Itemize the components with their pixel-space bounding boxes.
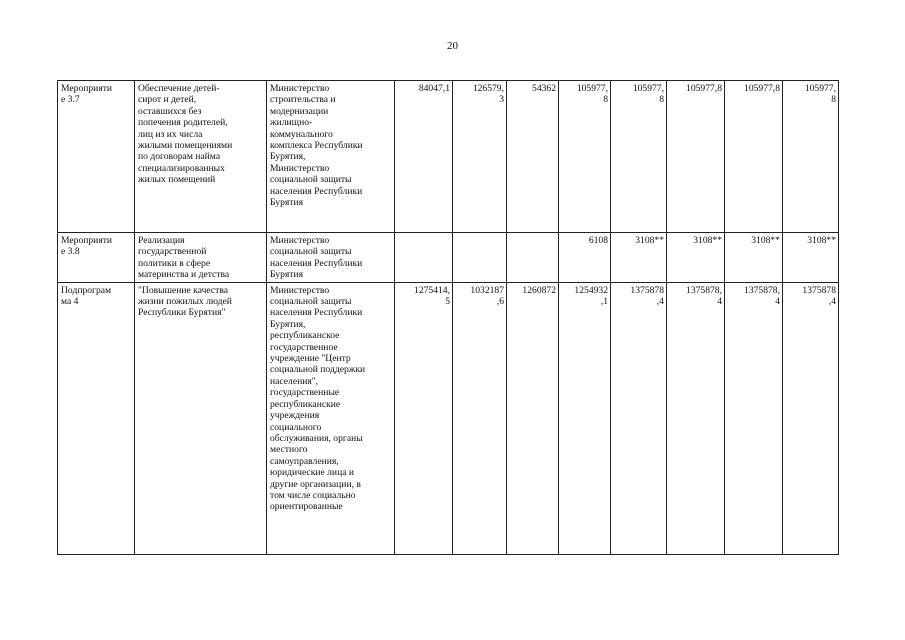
value-cell: 6108	[559, 233, 611, 283]
value-cell: 1375878 ,4	[611, 282, 667, 554]
row-executor-cell: Министерство социальной защиты населения Республики Бурятия	[267, 233, 395, 283]
value-cell: 126579, 3	[453, 81, 507, 233]
page-number: 20	[447, 40, 458, 52]
value-cell	[395, 233, 453, 283]
value-cell: 105977,8	[725, 81, 783, 233]
value-cell	[453, 233, 507, 283]
value-cell: 105977, 8	[783, 81, 839, 233]
row-name-cell: Реализация государственной политики в сфере материнства и детства	[135, 233, 267, 283]
row-executor-cell: Министерство строительства и модернизации жилищно- коммунального комплекса Республики Бурятия, Министерство социальной защиты населения Республики Бурятия	[267, 81, 395, 233]
value-cell: 1375878, 4	[667, 282, 725, 554]
value-cell: 1375878 ,4	[783, 282, 839, 554]
value-cell: 54362	[507, 81, 559, 233]
value-cell: 1032187 ,6	[453, 282, 507, 554]
value-cell: 3108**	[725, 233, 783, 283]
row-code-cell: Мероприяти е 3.7	[58, 81, 135, 233]
row-code-cell: Подпрограм ма 4	[58, 282, 135, 554]
table-row	[58, 81, 839, 233]
value-cell: 3108**	[667, 233, 725, 283]
row-code-cell: Мероприяти е 3.8	[58, 233, 135, 283]
value-cell	[507, 233, 559, 283]
value-cell: 1275414, 5	[395, 282, 453, 554]
value-cell: 1254932 ,1	[559, 282, 611, 554]
row-name-cell: Обеспечение детей- сирот и детей, оставшихся без попечения родителей, лиц из их числа жилыми помещениями по договорам найма специализированных жилых помещений	[135, 81, 267, 233]
row-executor-cell: Министерство социальной защиты населения Республики Бурятия, республиканское государственное учреждение "Центр социальной поддержки населения", государственные республиканские учреждения социального обслуживания, органы местного самоуправления, юридические лица и другие организации, в том числе социально ориентированные	[267, 282, 395, 554]
value-cell: 105977, 8	[611, 81, 667, 233]
value-cell: 1375878, 4	[725, 282, 783, 554]
table-row	[58, 282, 839, 554]
value-cell: 3108**	[783, 233, 839, 283]
value-cell: 1260872	[507, 282, 559, 554]
value-cell: 105977, 8	[559, 81, 611, 233]
row-name-cell: "Повышение качества жизни пожилых людей Республики Бурятия"	[135, 282, 267, 554]
value-cell: 105977,8	[667, 81, 725, 233]
value-cell: 3108**	[611, 233, 667, 283]
table-row	[58, 233, 839, 283]
value-cell: 84047,1	[395, 81, 453, 233]
budget-table	[57, 80, 839, 555]
